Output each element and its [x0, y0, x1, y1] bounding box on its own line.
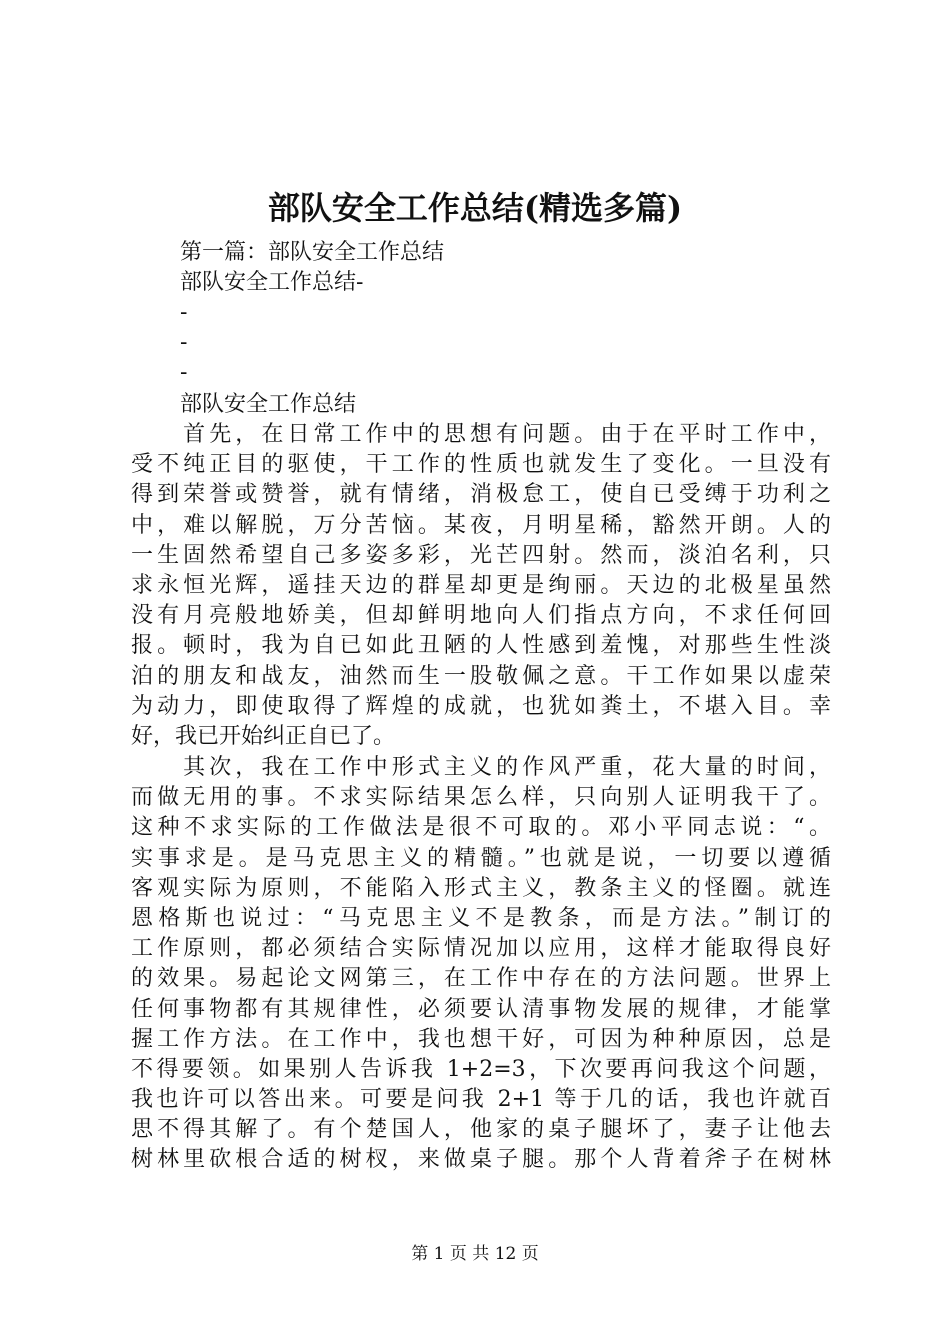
paragraph-line: 泊的朋友和战友，油然而生一股敬佩之意。干工作如果以虚荣 [131, 663, 831, 689]
dash-line: - [180, 300, 188, 325]
paragraph-line: 握工作方法。在工作中，我也想干好，可因为种种原因，总是 [131, 1026, 831, 1052]
paragraph-line: 而做无用的事。不求实际结果怎么样，只向别人证明我干了。 [131, 785, 831, 811]
paragraph-line: 实事求是。是马克思主义的精髓。”也就是说，一切要以遵循 [131, 845, 831, 871]
paragraph-line: 中，难以解脱，万分苦恼。某夜，月明星稀，豁然开朗。人的 [131, 512, 831, 538]
paragraph-line: 思不得其解了。有个楚国人，他家的桌子腿坏了，妻子让他去 [131, 1117, 831, 1143]
paragraph-line: 这种不求实际的工作做法是很不可取的。邓小平同志说：“。 [131, 815, 831, 841]
dash-line: - [180, 330, 188, 355]
paragraph-line: 不得要领。如果别人告诉我 1+2=3，下次要再问我这个问题， [131, 1056, 831, 1082]
paragraph-line: 报。顿时，我为自已如此丑陋的人性感到羞愧，对那些生性淡 [131, 633, 831, 659]
paragraph-line: 任何事物都有其规律性，必须要认清事物发展的规律，才能掌 [131, 996, 831, 1022]
paragraph-line: 恩格斯也说过：“马克思主义不是教条，而是方法。”制订的 [131, 905, 831, 931]
paragraph-line: 树林里砍根合适的树杈，来做桌子腿。那个人背着斧子在树林 [131, 1147, 831, 1173]
paragraph-line: 首先，在日常工作中的思想有问题。由于在平时工作中， [131, 422, 831, 447]
paragraph [131, 753, 831, 1176]
document-title: 部队安全工作总结(精选多篇) [267, 189, 683, 227]
paragraph-line: 得到荣誉或赞誉，就有情绪，消极怠工，使自已受缚于功利之 [131, 482, 831, 508]
chapter-heading: 第一篇：部队安全工作总结 [180, 240, 445, 265]
paragraph-line: 求永恒光辉，遥挂天边的群星却更是绚丽。天边的北极星虽然 [131, 572, 831, 598]
paragraph-line: 工作原则，都必须结合实际情况加以应用，这样才能取得良好 [131, 936, 831, 962]
paragraph-line: 一生固然希望自己多姿多彩，光芒四射。然而，淡泊名利，只 [131, 542, 831, 568]
paragraph-line: 的效果。易起论文网第三，在工作中存在的方法问题。世界上 [131, 966, 831, 992]
dash-line: - [180, 360, 188, 385]
paragraph-line: 好，我已开始纠正自已了。 [131, 723, 396, 749]
paragraph-line: 受不纯正目的驱使，干工作的性质也就发生了变化。一旦没有 [131, 452, 831, 478]
sub-heading: 部队安全工作总结- [180, 270, 364, 295]
paragraph-line: 其次，我在工作中形式主义的作风严重，花大量的时间， [131, 755, 831, 780]
section-heading: 部队安全工作总结 [180, 392, 357, 417]
paragraph [131, 420, 831, 752]
paragraph-line: 没有月亮般地娇美，但却鲜明地向人们指点方向，不求任何回 [131, 603, 831, 629]
page-footer: 第 1 页 共 12 页 [411, 1244, 539, 1264]
paragraph-line: 客观实际为原则，不能陷入形式主义，教条主义的怪圈。就连 [131, 875, 831, 901]
paragraph-line: 为动力，即使取得了辉煌的成就，也犹如粪土，不堪入目。幸 [131, 693, 831, 719]
paragraph-line: 我也许可以答出来。可要是问我 2+1 等于几的话，我也许就百 [131, 1087, 831, 1113]
